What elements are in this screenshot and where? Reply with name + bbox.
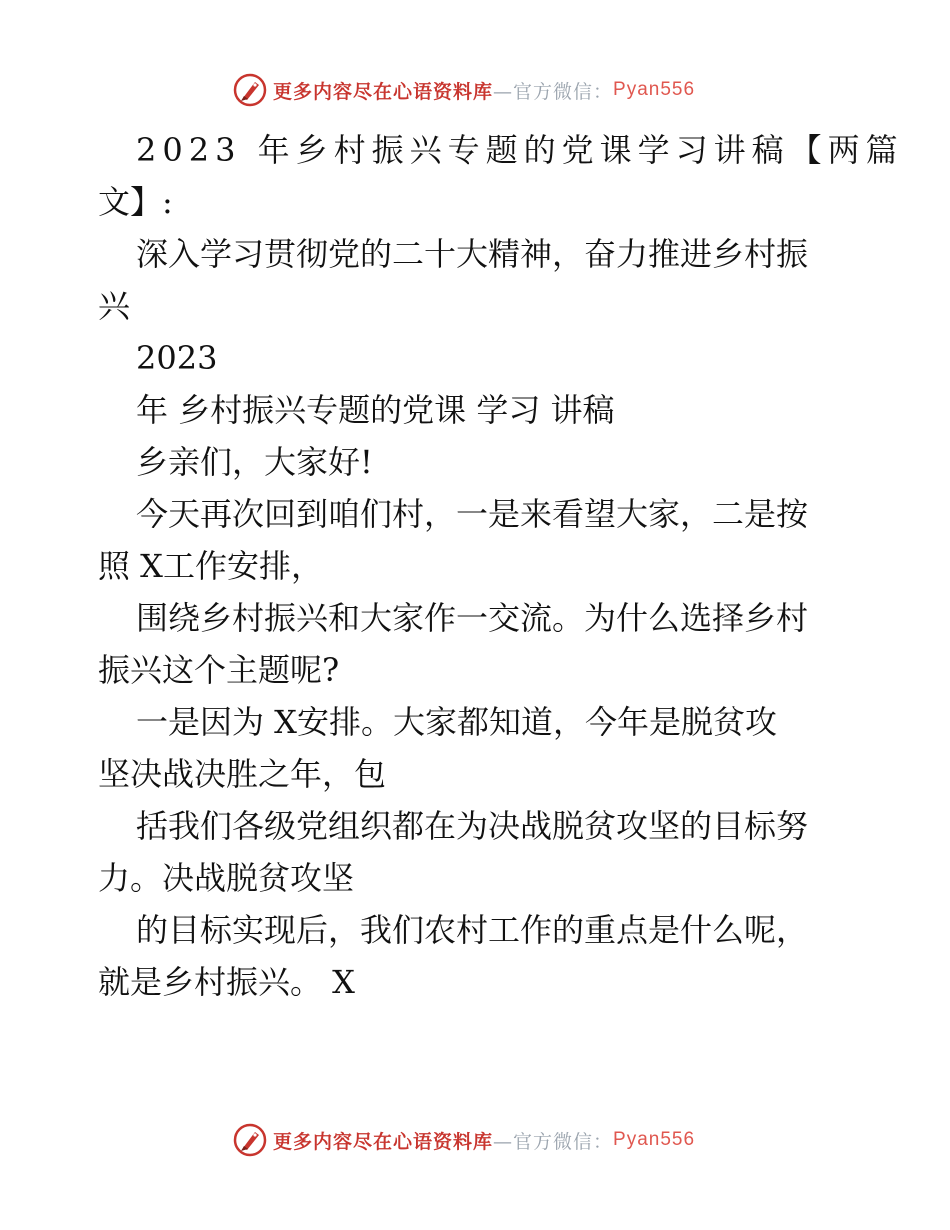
title-line-2: 文】: bbox=[98, 183, 173, 221]
subtitle-line-1: 深入学习贯彻党的二十大精神，奋力推进乡村振 bbox=[136, 235, 809, 273]
paragraph-line: 照 X工作安排， bbox=[98, 547, 323, 585]
banner-wechat-id: Pyan556 bbox=[613, 79, 696, 100]
subtitle-line-2: 兴 bbox=[98, 287, 131, 325]
document-body bbox=[98, 124, 904, 1008]
paragraph-line: 振兴这个主题呢? bbox=[98, 651, 340, 689]
banner-wechat-label: —官方微信： bbox=[493, 80, 614, 103]
paragraph-line: 今天再次回到咱们村，一是来看望大家，二是按 bbox=[136, 495, 809, 533]
banner-site-name: 更多内容尽在心语资料库 bbox=[273, 1130, 494, 1153]
paragraph-line: 的目标实现后，我们农村工作的重点是什么呢， bbox=[136, 911, 809, 949]
footer-banner bbox=[233, 1120, 695, 1160]
title-line-1: 2023 年乡村振兴专题的党课学习讲稿【两篇 bbox=[136, 131, 904, 169]
paragraph-line: 围绕乡村振兴和大家作一交流。为什么选择乡村 bbox=[136, 599, 809, 637]
banner-site-name: 更多内容尽在心语资料库 bbox=[273, 80, 494, 103]
pen-nib-logo-icon bbox=[233, 73, 267, 107]
lecture-title-line: 年 乡村振兴专题的党课 学习 讲稿 bbox=[136, 391, 615, 429]
paragraph-line: 力。决战脱贫攻坚 bbox=[98, 859, 355, 897]
banner-wechat-label: —官方微信： bbox=[493, 1130, 614, 1153]
paragraph-line: 一是因为 X安排。大家都知道，今年是脱贫攻 bbox=[136, 703, 777, 741]
pen-nib-logo-icon bbox=[233, 1123, 267, 1157]
paragraph-line: 括我们各级党组织都在为决战脱贫攻坚的目标努 bbox=[136, 807, 809, 845]
paragraph-line: 就是乡村振兴。 X bbox=[98, 963, 355, 1001]
paragraph-line: 坚决战决胜之年，包 bbox=[98, 755, 387, 793]
greeting-line: 乡亲们，大家好! bbox=[136, 443, 373, 481]
banner-wechat-id: Pyan556 bbox=[613, 1129, 696, 1150]
year-line: 2023 bbox=[136, 339, 218, 377]
header-banner bbox=[233, 70, 695, 110]
